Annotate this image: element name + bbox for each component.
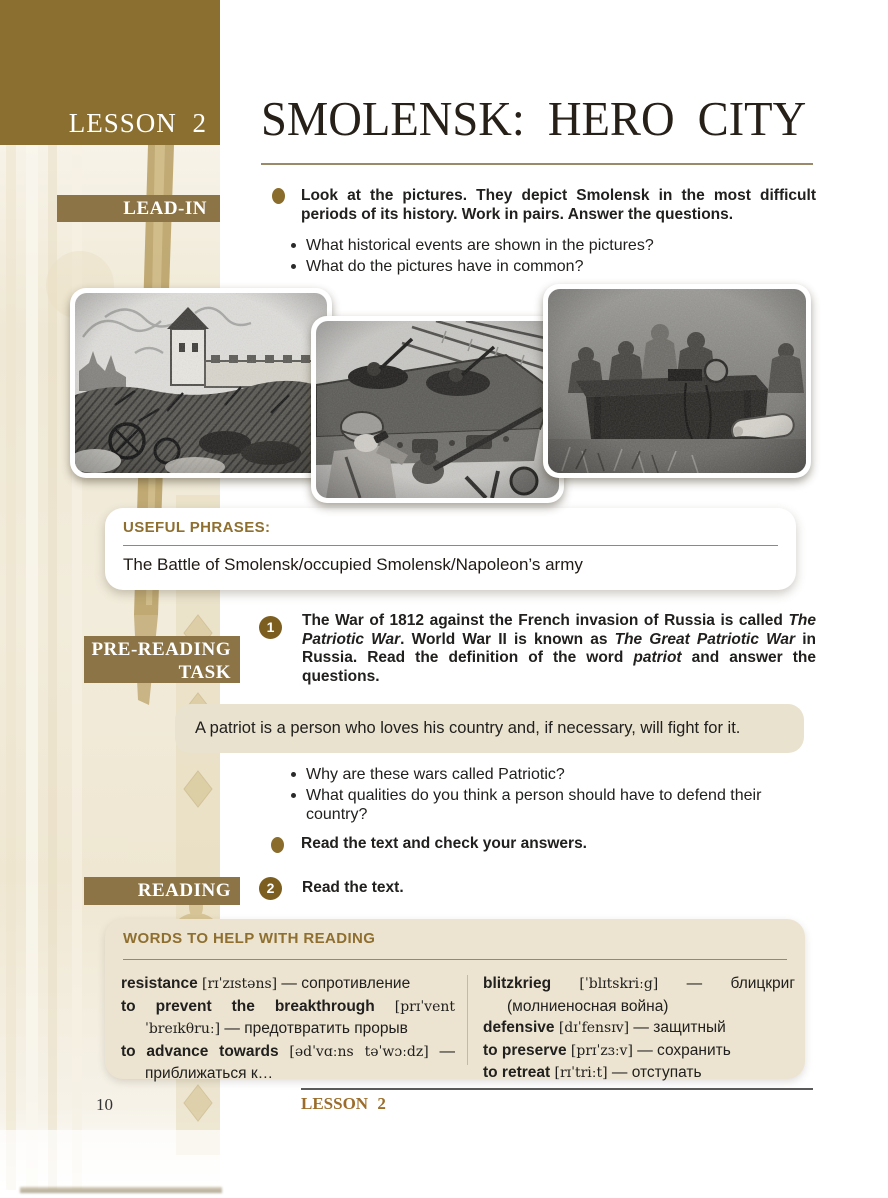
vocab-entry: to preserve [prɪˈzɜːv] — сохранить	[483, 1041, 731, 1059]
vocab-entry: to retreat [rɪˈtriːt] — отступать	[483, 1064, 702, 1081]
bullet-icon	[291, 793, 296, 798]
section-band-lead-in: LEAD-IN	[57, 195, 220, 222]
bullet-icon	[291, 243, 296, 248]
photo-armoured-train	[311, 316, 564, 503]
lesson-number-label: LESSON 2	[68, 108, 207, 138]
vocabulary-label: WORDS TO HELP WITH READING	[123, 930, 376, 947]
vocab-entry: defensive [dɪˈfensɪv] — защитный	[483, 1019, 726, 1036]
task-bullet-icon	[272, 188, 285, 204]
lead-in-questions	[289, 236, 814, 277]
pre-reading-task-text: The War of 1812 against the French invasion of Russia is called The Patriotic War. World War II is known as The Great Patriotic War in Russia. Read the definition of the word patriot and answer the questions.	[302, 612, 816, 685]
photo-image	[75, 293, 327, 473]
vocabulary-box	[105, 919, 805, 1082]
list-item: What do the pictures have in common?	[289, 257, 814, 277]
check-answers-instruction: Read the text and check your answers.	[301, 835, 587, 852]
photo-image	[316, 321, 559, 498]
vocab-entry: resistance [rɪˈzɪstəns] — сопротивление	[121, 975, 411, 992]
footer-lesson-label: LESSON 2	[301, 1094, 386, 1113]
list-item: Why are these wars called Patriotic?	[289, 765, 805, 785]
lesson-header-block	[0, 0, 220, 145]
footer-divider	[301, 1088, 813, 1090]
task-number-badge: 1	[259, 616, 282, 639]
photo-image	[548, 289, 806, 473]
pre-reading-questions	[289, 765, 805, 826]
vocab-entry: to prevent the breakthrough [prɪˈvent ˈbreɪkθruː] — предотвратить прорыв	[121, 997, 456, 1037]
lead-in-instruction: Look at the pictures. They depict Smolensk in the most difficult periods of its history. Work in pairs. Answer the questions.	[301, 187, 816, 223]
divider	[123, 959, 787, 960]
list-item: What qualities do you think a person should have to defend their country?	[289, 786, 805, 825]
useful-phrases-box	[105, 508, 796, 590]
vocabulary-column-right	[483, 973, 795, 1085]
divider	[123, 545, 778, 546]
bullet-icon	[291, 772, 296, 777]
page-number: 10	[96, 1095, 113, 1114]
useful-phrases-label: USEFUL PHRASES:	[123, 519, 271, 536]
section-band-pre-reading: PRE-READING TASK	[84, 636, 240, 683]
vocab-entry: to advance towards [ədˈvɑːns təˈwɔːdz] — приближаться к…	[121, 1042, 455, 1082]
strip-bottom-shadow	[20, 1187, 222, 1193]
section-band-reading: READING	[84, 877, 240, 905]
list-item: What historical events are shown in the pictures?	[289, 236, 814, 256]
useful-phrases-text: The Battle of Smolensk/occupied Smolensk/Napoleon’s army	[123, 555, 583, 574]
task-bullet-icon	[271, 837, 284, 853]
reading-task-text: Read the text.	[302, 879, 404, 896]
title-divider	[261, 163, 813, 165]
patriot-definition-box: A patriot is a person who loves his country and, if necessary, will fight for it.	[175, 704, 804, 753]
task-number-badge: 2	[259, 877, 282, 900]
bullet-icon	[291, 264, 296, 269]
vocabulary-column-left	[121, 973, 455, 1085]
vocab-entry: blitzkrieg [ˈblɪtskriːg] — блицкриг (молниеносная война)	[483, 975, 795, 1015]
page-title: SMOLENSK: HERO CITY	[261, 91, 807, 146]
photo-1812-battle-engraving	[70, 288, 332, 478]
photo-field-command-post	[543, 284, 811, 478]
column-divider	[467, 975, 468, 1065]
